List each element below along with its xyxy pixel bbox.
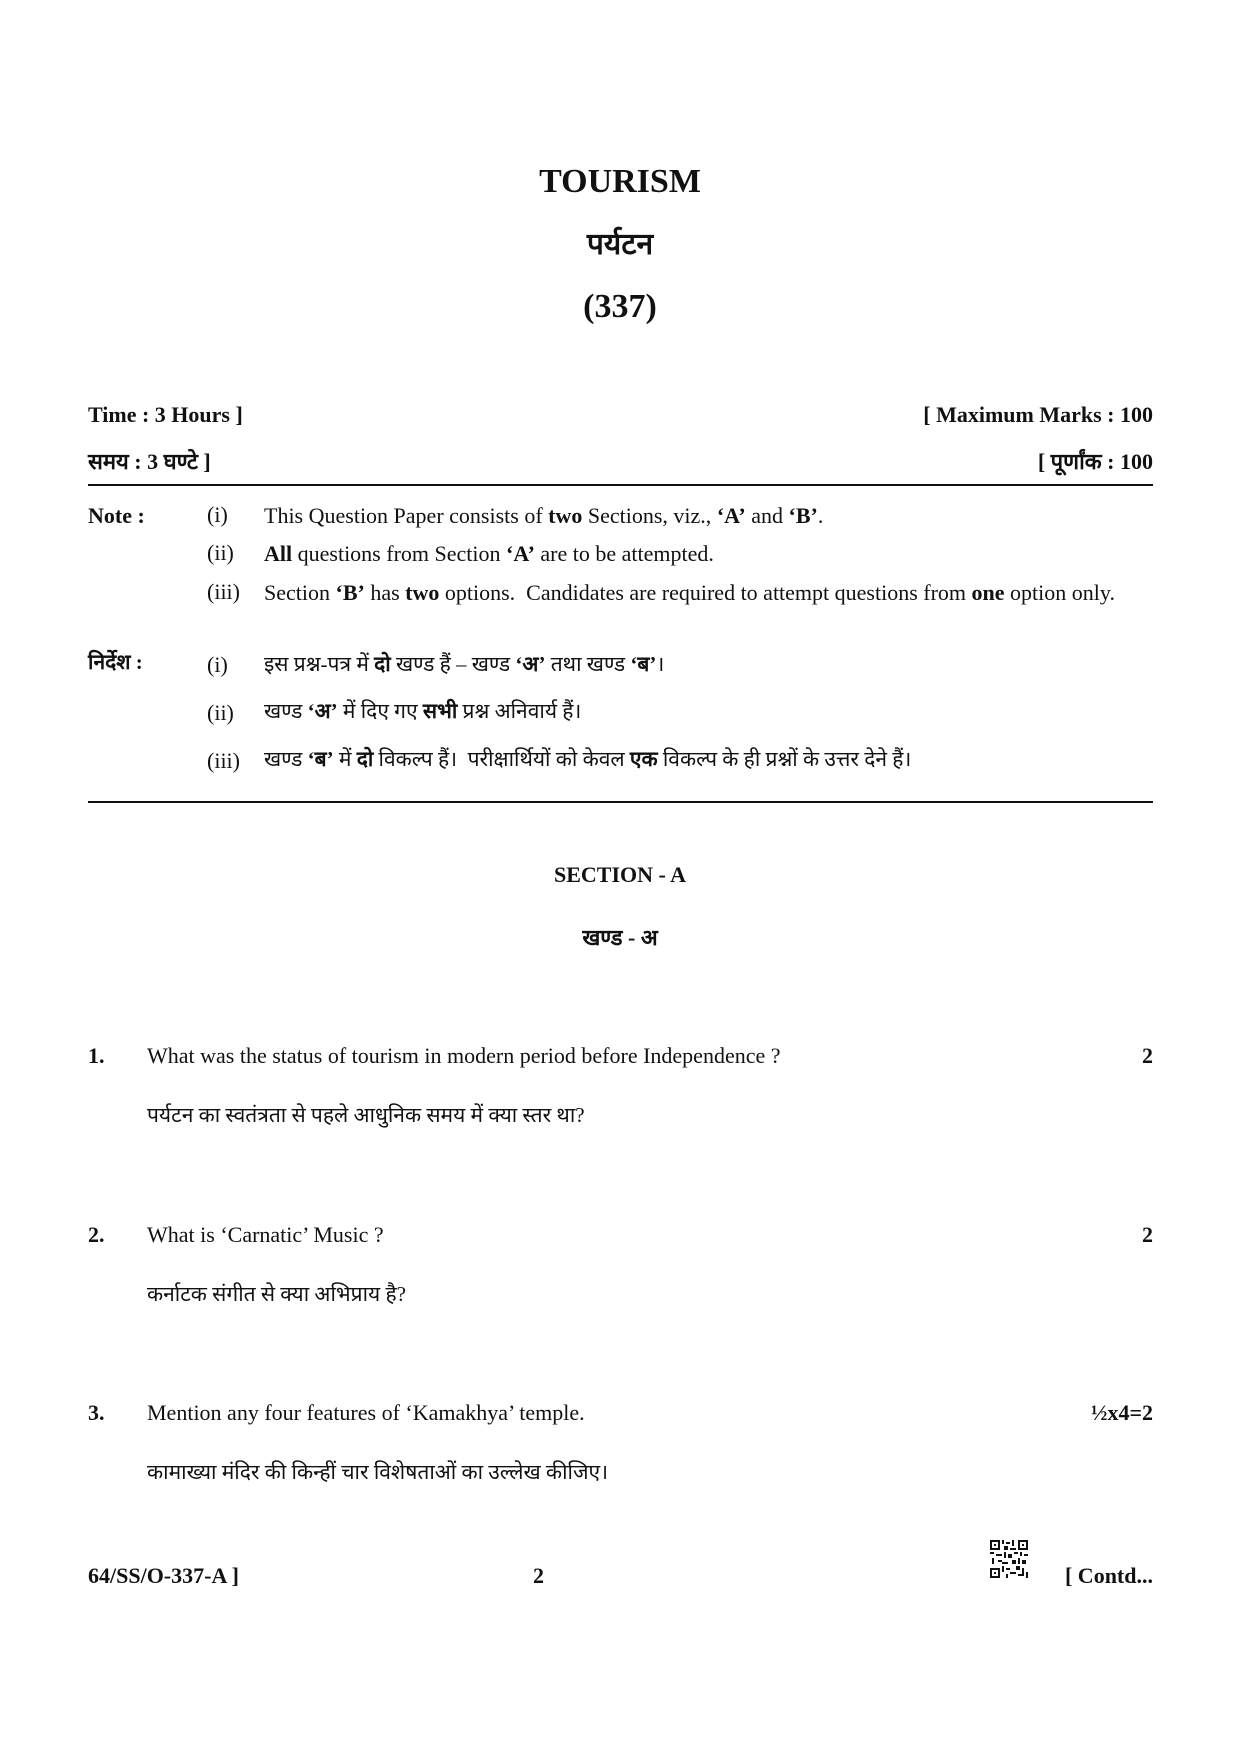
note-item-hindi: इस प्रश्न-पत्र में दो खण्ड हैं – खण्ड ‘अ’ तथा खण्ड ‘ब’।: [264, 652, 665, 676]
note-item-hindi: खण्ड ‘अ’ में दिए गए सभी प्रश्न अनिवार्य हैं।: [264, 699, 582, 723]
question-marks: 2: [1142, 1043, 1153, 1068]
divider-top: [88, 484, 1153, 486]
maximum-marks: [ Maximum Marks : 100: [923, 402, 1153, 427]
question-text: What was the status of tourism in modern period before Independence ?: [147, 1043, 781, 1068]
note-num: (ii): [207, 700, 234, 725]
question-text: What is ‘Carnatic’ Music ?: [147, 1222, 384, 1247]
question-text: Mention any four features of ‘Kamakhya’ temple.: [147, 1400, 585, 1425]
question-text-hindi: कामाख्या मंदिर की किन्हीं चार विशेषताओं का उल्लेख कीजिए।: [147, 1460, 609, 1484]
question-text-hindi: पर्यटन का स्वतंत्रता से पहले आधुनिक समय में क्या स्तर था?: [147, 1103, 585, 1127]
question-marks: 2: [1142, 1222, 1153, 1247]
time-allowed: Time : 3 Hours ]: [88, 402, 243, 427]
subject-code: (337): [583, 288, 657, 325]
page-number: 2: [533, 1563, 544, 1588]
maximum-marks-hindi: [ पूर्णांक : 100: [1037, 449, 1153, 474]
question-text-hindi: कर्नाटक संगीत से क्या अभिप्राय है?: [147, 1282, 406, 1306]
time-allowed-hindi: समय : 3 घण्टे ]: [88, 449, 211, 474]
question-number: 3.: [88, 1400, 105, 1425]
note-num: (iii): [207, 579, 240, 604]
note-label-hindi: निर्देश :: [88, 650, 143, 674]
paper-title: TOURISM: [539, 163, 701, 200]
note-item: This Question Paper consists of two Sections, viz., ‘A’ and ‘B’.: [264, 503, 824, 528]
note-item-hindi: खण्ड ‘ब’ में दो विकल्प हैं। परीक्षार्थियों को केवल एक विकल्प के ही प्रश्नों के उत्तर देने हैं।: [264, 747, 912, 771]
divider-bottom: [88, 801, 1153, 803]
continued-marker: [ Contd...: [1064, 1563, 1153, 1588]
question-number: 2.: [88, 1222, 105, 1247]
paper-code: 64/SS/O-337-A ]: [88, 1563, 239, 1588]
qr-code-icon: [990, 1540, 1028, 1578]
note-num: (i): [207, 502, 228, 527]
question-marks: ½x4=2: [1090, 1400, 1153, 1425]
note-num: (i): [207, 652, 228, 677]
note-label: Note :: [88, 503, 145, 528]
note-item: All questions from Section ‘A’ are to be attempted.: [264, 541, 714, 566]
note-item: Section ‘B’ has two options. Candidates are required to attempt questions from one option only.: [264, 580, 1115, 605]
paper-title-hindi: पर्यटन: [586, 228, 654, 261]
note-num: (iii): [207, 748, 240, 773]
section-title-hindi: खण्ड - अ: [582, 925, 658, 950]
note-num: (ii): [207, 540, 234, 565]
section-title: SECTION - A: [553, 862, 687, 887]
question-number: 1.: [88, 1043, 105, 1068]
